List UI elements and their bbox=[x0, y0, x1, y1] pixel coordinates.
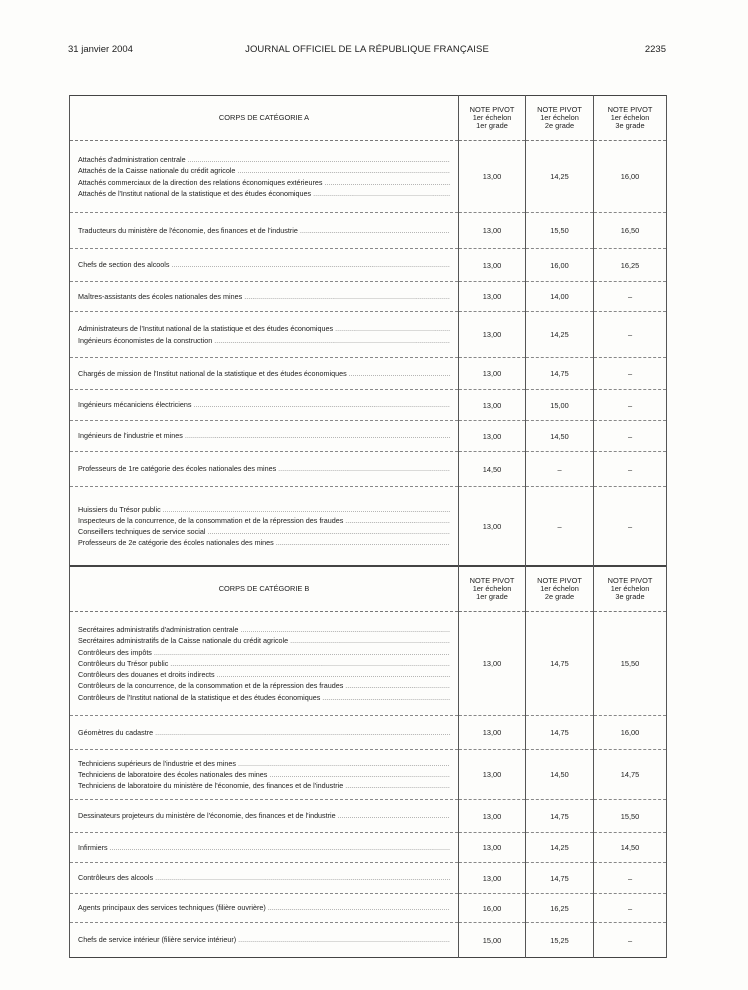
note-value: – bbox=[594, 487, 667, 566]
corps-name: Inspecteurs de la concurrence, de la consommation et de la répression des fraudes ..... bbox=[78, 515, 450, 526]
corps-cell bbox=[70, 800, 459, 833]
note-value: 15,50 bbox=[594, 612, 667, 716]
corps-name: Ingénieurs mécaniciens électriciens ..... bbox=[78, 399, 450, 410]
corps-name: Attachés d'administration centrale ..... bbox=[78, 154, 450, 165]
header-note-label: NOTE PIVOT bbox=[537, 576, 582, 585]
note-value: 15,50 bbox=[594, 800, 667, 833]
table-row bbox=[70, 750, 667, 800]
note-pivot-header bbox=[594, 567, 667, 612]
corps-name: Chefs de section des alcools ..... bbox=[78, 259, 450, 270]
note-value: 13,00 bbox=[459, 213, 526, 249]
corps-cell bbox=[70, 282, 459, 312]
corps-cell bbox=[70, 863, 459, 894]
header-grade-label: 2e grade bbox=[544, 121, 575, 130]
note-value: 13,00 bbox=[459, 487, 526, 566]
corps-cell bbox=[70, 390, 459, 421]
note-value: 14,75 bbox=[526, 800, 594, 833]
corps-name: Professeurs de 2e catégorie des écoles nationales des mines ..... bbox=[78, 537, 450, 548]
journal-title: JOURNAL OFFICIEL DE LA RÉPUBLIQUE FRANÇAISE bbox=[245, 44, 489, 55]
note-value: 13,00 bbox=[459, 282, 526, 312]
table-categorie-a bbox=[69, 95, 667, 566]
note-value: – bbox=[594, 390, 667, 421]
page-number: 2235 bbox=[644, 44, 666, 55]
note-value: 13,00 bbox=[459, 421, 526, 452]
note-value: 14,25 bbox=[526, 141, 594, 213]
note-value: 13,00 bbox=[459, 249, 526, 282]
header-echelon-label: 1er échelon bbox=[610, 113, 650, 122]
header-note-label: NOTE PIVOT bbox=[469, 576, 515, 585]
header-note-label: NOTE PIVOT bbox=[537, 105, 582, 114]
note-value: 14,25 bbox=[526, 833, 594, 863]
corps-name: Huissiers du Trésor public ..... bbox=[78, 504, 450, 515]
note-value: – bbox=[594, 894, 667, 923]
corps-name: Secrétaires administratifs d'administration centrale ..... bbox=[78, 624, 450, 635]
note-value: 15,50 bbox=[526, 213, 594, 249]
corps-name: Administrateurs de l'Institut national de la statistique et des études économiques ..... bbox=[78, 323, 450, 334]
note-value: – bbox=[594, 282, 667, 312]
note-value: 14,75 bbox=[526, 612, 594, 716]
table-row bbox=[70, 141, 667, 213]
note-value: – bbox=[594, 312, 667, 358]
table-row bbox=[70, 358, 667, 390]
corps-name: Attachés de l'Institut national de la statistique et des études économiques ..... bbox=[78, 188, 450, 199]
corps-cell bbox=[70, 923, 459, 958]
table-row bbox=[70, 312, 667, 358]
note-value: 15,25 bbox=[526, 923, 594, 958]
corps-name: Techniciens de laboratoire des écoles nationales des mines ..... bbox=[78, 769, 450, 780]
corps-cell bbox=[70, 833, 459, 863]
header-echelon-label: 1er échelon bbox=[610, 584, 650, 593]
corps-cell bbox=[70, 249, 459, 282]
note-value: 15,00 bbox=[459, 923, 526, 958]
corps-name: Contrôleurs des impôts ..... bbox=[78, 647, 450, 658]
note-value: 14,50 bbox=[526, 750, 594, 800]
corps-name: Dessinateurs projeteurs du ministère de l'économie, des finances et de l'industrie ..... bbox=[78, 810, 450, 821]
note-pivot-header bbox=[526, 96, 594, 141]
corps-cell bbox=[70, 358, 459, 390]
corps-cell bbox=[70, 213, 459, 249]
note-value: 14,50 bbox=[459, 452, 526, 487]
note-value: 16,25 bbox=[594, 249, 667, 282]
corps-name: Infirmiers ..... bbox=[78, 842, 450, 853]
corps-name: Chefs de service intérieur (filière service intérieur) ..... bbox=[78, 934, 450, 945]
note-value: 13,00 bbox=[459, 312, 526, 358]
header-grade-label: 3e grade bbox=[615, 592, 645, 601]
corps-name: Ingénieurs de l'industrie et mines ..... bbox=[78, 430, 450, 441]
note-pivot-header bbox=[459, 96, 526, 141]
corps-cell bbox=[70, 421, 459, 452]
header-echelon-label: 1er échelon bbox=[540, 584, 579, 593]
note-value: 16,50 bbox=[594, 213, 667, 249]
note-value: 13,00 bbox=[459, 833, 526, 863]
corps-name: Secrétaires administratifs de la Caisse nationale du crédit agricole ..... bbox=[78, 635, 450, 646]
note-value: 13,00 bbox=[459, 390, 526, 421]
note-pivot-header bbox=[594, 96, 667, 141]
corps-name: Maîtres-assistants des écoles nationales des mines ..... bbox=[78, 291, 450, 302]
table-row bbox=[70, 282, 667, 312]
note-value: – bbox=[526, 452, 594, 487]
note-value: 14,25 bbox=[526, 312, 594, 358]
note-value: 13,00 bbox=[459, 612, 526, 716]
note-value: 14,75 bbox=[594, 750, 667, 800]
header-grade-label: 3e grade bbox=[615, 121, 645, 130]
page-header bbox=[68, 44, 666, 58]
corps-name: Contrôleurs du Trésor public ..... bbox=[78, 658, 450, 669]
header-echelon-label: 1er échelon bbox=[472, 584, 512, 593]
corps-cell bbox=[70, 716, 459, 750]
note-value: 16,25 bbox=[526, 894, 594, 923]
note-value: 13,00 bbox=[459, 358, 526, 390]
corps-name: Traducteurs du ministère de l'économie, des finances et de l'industrie ..... bbox=[78, 225, 450, 236]
table-row bbox=[70, 833, 667, 863]
corps-name: Attachés de la Caisse nationale du crédit agricole ..... bbox=[78, 165, 450, 176]
note-value: 16,00 bbox=[594, 716, 667, 750]
corps-name: Techniciens supérieurs de l'industrie et des mines ..... bbox=[78, 758, 450, 769]
table-row bbox=[70, 390, 667, 421]
note-value: 13,00 bbox=[459, 716, 526, 750]
table-row bbox=[70, 452, 667, 487]
corps-name: Ingénieurs économistes de la construction ..... bbox=[78, 335, 450, 346]
table-row bbox=[70, 487, 667, 566]
note-value: 13,00 bbox=[459, 800, 526, 833]
table-row bbox=[70, 213, 667, 249]
table-row bbox=[70, 863, 667, 894]
header-grade-label: 2e grade bbox=[544, 592, 575, 601]
corps-name: Conseillers techniques de service social ..... bbox=[78, 526, 450, 537]
corps-cell bbox=[70, 452, 459, 487]
note-value: 14,50 bbox=[526, 421, 594, 452]
corps-name: Contrôleurs des alcools ..... bbox=[78, 872, 450, 883]
corps-name: Techniciens de laboratoire du ministère de l'économie, des finances et de l'industrie ..... bbox=[78, 780, 450, 791]
corps-cell bbox=[70, 894, 459, 923]
header-note-label: NOTE PIVOT bbox=[469, 105, 515, 114]
note-value: 16,00 bbox=[526, 249, 594, 282]
header-row bbox=[70, 567, 667, 612]
header-note-label: NOTE PIVOT bbox=[607, 576, 653, 585]
corps-name: Contrôleurs de l'Institut national de la statistique et des études économiques ..... bbox=[78, 692, 450, 703]
note-value: 14,75 bbox=[526, 863, 594, 894]
header-row bbox=[70, 96, 667, 141]
corps-name: Professeurs de 1re catégorie des écoles nationales des mines ..... bbox=[78, 463, 450, 474]
corps-cell bbox=[70, 487, 459, 566]
corps-name: Chargés de mission de l'Institut national de la statistique et des études économiques ..... bbox=[78, 368, 450, 379]
note-value: 16,00 bbox=[594, 141, 667, 213]
issue-date: 31 janvier 2004 bbox=[68, 44, 133, 55]
corps-cell bbox=[70, 312, 459, 358]
corps-cell bbox=[70, 141, 459, 213]
note-value: 15,00 bbox=[526, 390, 594, 421]
table-categorie-b bbox=[69, 566, 667, 958]
header-note-label: NOTE PIVOT bbox=[607, 105, 653, 114]
note-pivot-header bbox=[526, 567, 594, 612]
note-value: – bbox=[594, 421, 667, 452]
note-value: – bbox=[526, 487, 594, 566]
note-value: 16,00 bbox=[459, 894, 526, 923]
table-row bbox=[70, 923, 667, 958]
corps-name: Géomètres du cadastre ..... bbox=[78, 727, 450, 738]
header-echelon-label: 1er échelon bbox=[472, 113, 512, 122]
table-row bbox=[70, 800, 667, 833]
note-value: 14,50 bbox=[594, 833, 667, 863]
note-value: – bbox=[594, 923, 667, 958]
category-title: CORPS DE CATÉGORIE A bbox=[70, 96, 459, 141]
corps-cell bbox=[70, 612, 459, 716]
note-value: – bbox=[594, 452, 667, 487]
note-value: 13,00 bbox=[459, 141, 526, 213]
note-value: 14,75 bbox=[526, 358, 594, 390]
note-value: – bbox=[594, 358, 667, 390]
table-row bbox=[70, 612, 667, 716]
header-echelon-label: 1er échelon bbox=[540, 113, 579, 122]
table-row bbox=[70, 249, 667, 282]
note-value: 14,75 bbox=[526, 716, 594, 750]
corps-name: Attachés commerciaux de la direction des relations économiques extérieures ..... bbox=[78, 177, 450, 188]
header-grade-label: 1er grade bbox=[476, 121, 508, 130]
note-value: – bbox=[594, 863, 667, 894]
note-value: 13,00 bbox=[459, 750, 526, 800]
table-row bbox=[70, 894, 667, 923]
category-title: CORPS DE CATÉGORIE B bbox=[70, 567, 459, 612]
corps-cell bbox=[70, 750, 459, 800]
corps-name: Contrôleurs de la concurrence, de la consommation et de la répression des fraudes ..... bbox=[78, 680, 450, 691]
note-pivot-header bbox=[459, 567, 526, 612]
table-row bbox=[70, 716, 667, 750]
header-grade-label: 1er grade bbox=[476, 592, 508, 601]
note-value: 13,00 bbox=[459, 863, 526, 894]
table-row bbox=[70, 421, 667, 452]
corps-name: Contrôleurs des douanes et droits indirects ..... bbox=[78, 669, 450, 680]
corps-name: Agents principaux des services techniques (filière ouvrière) ..... bbox=[78, 902, 450, 913]
note-value: 14,00 bbox=[526, 282, 594, 312]
